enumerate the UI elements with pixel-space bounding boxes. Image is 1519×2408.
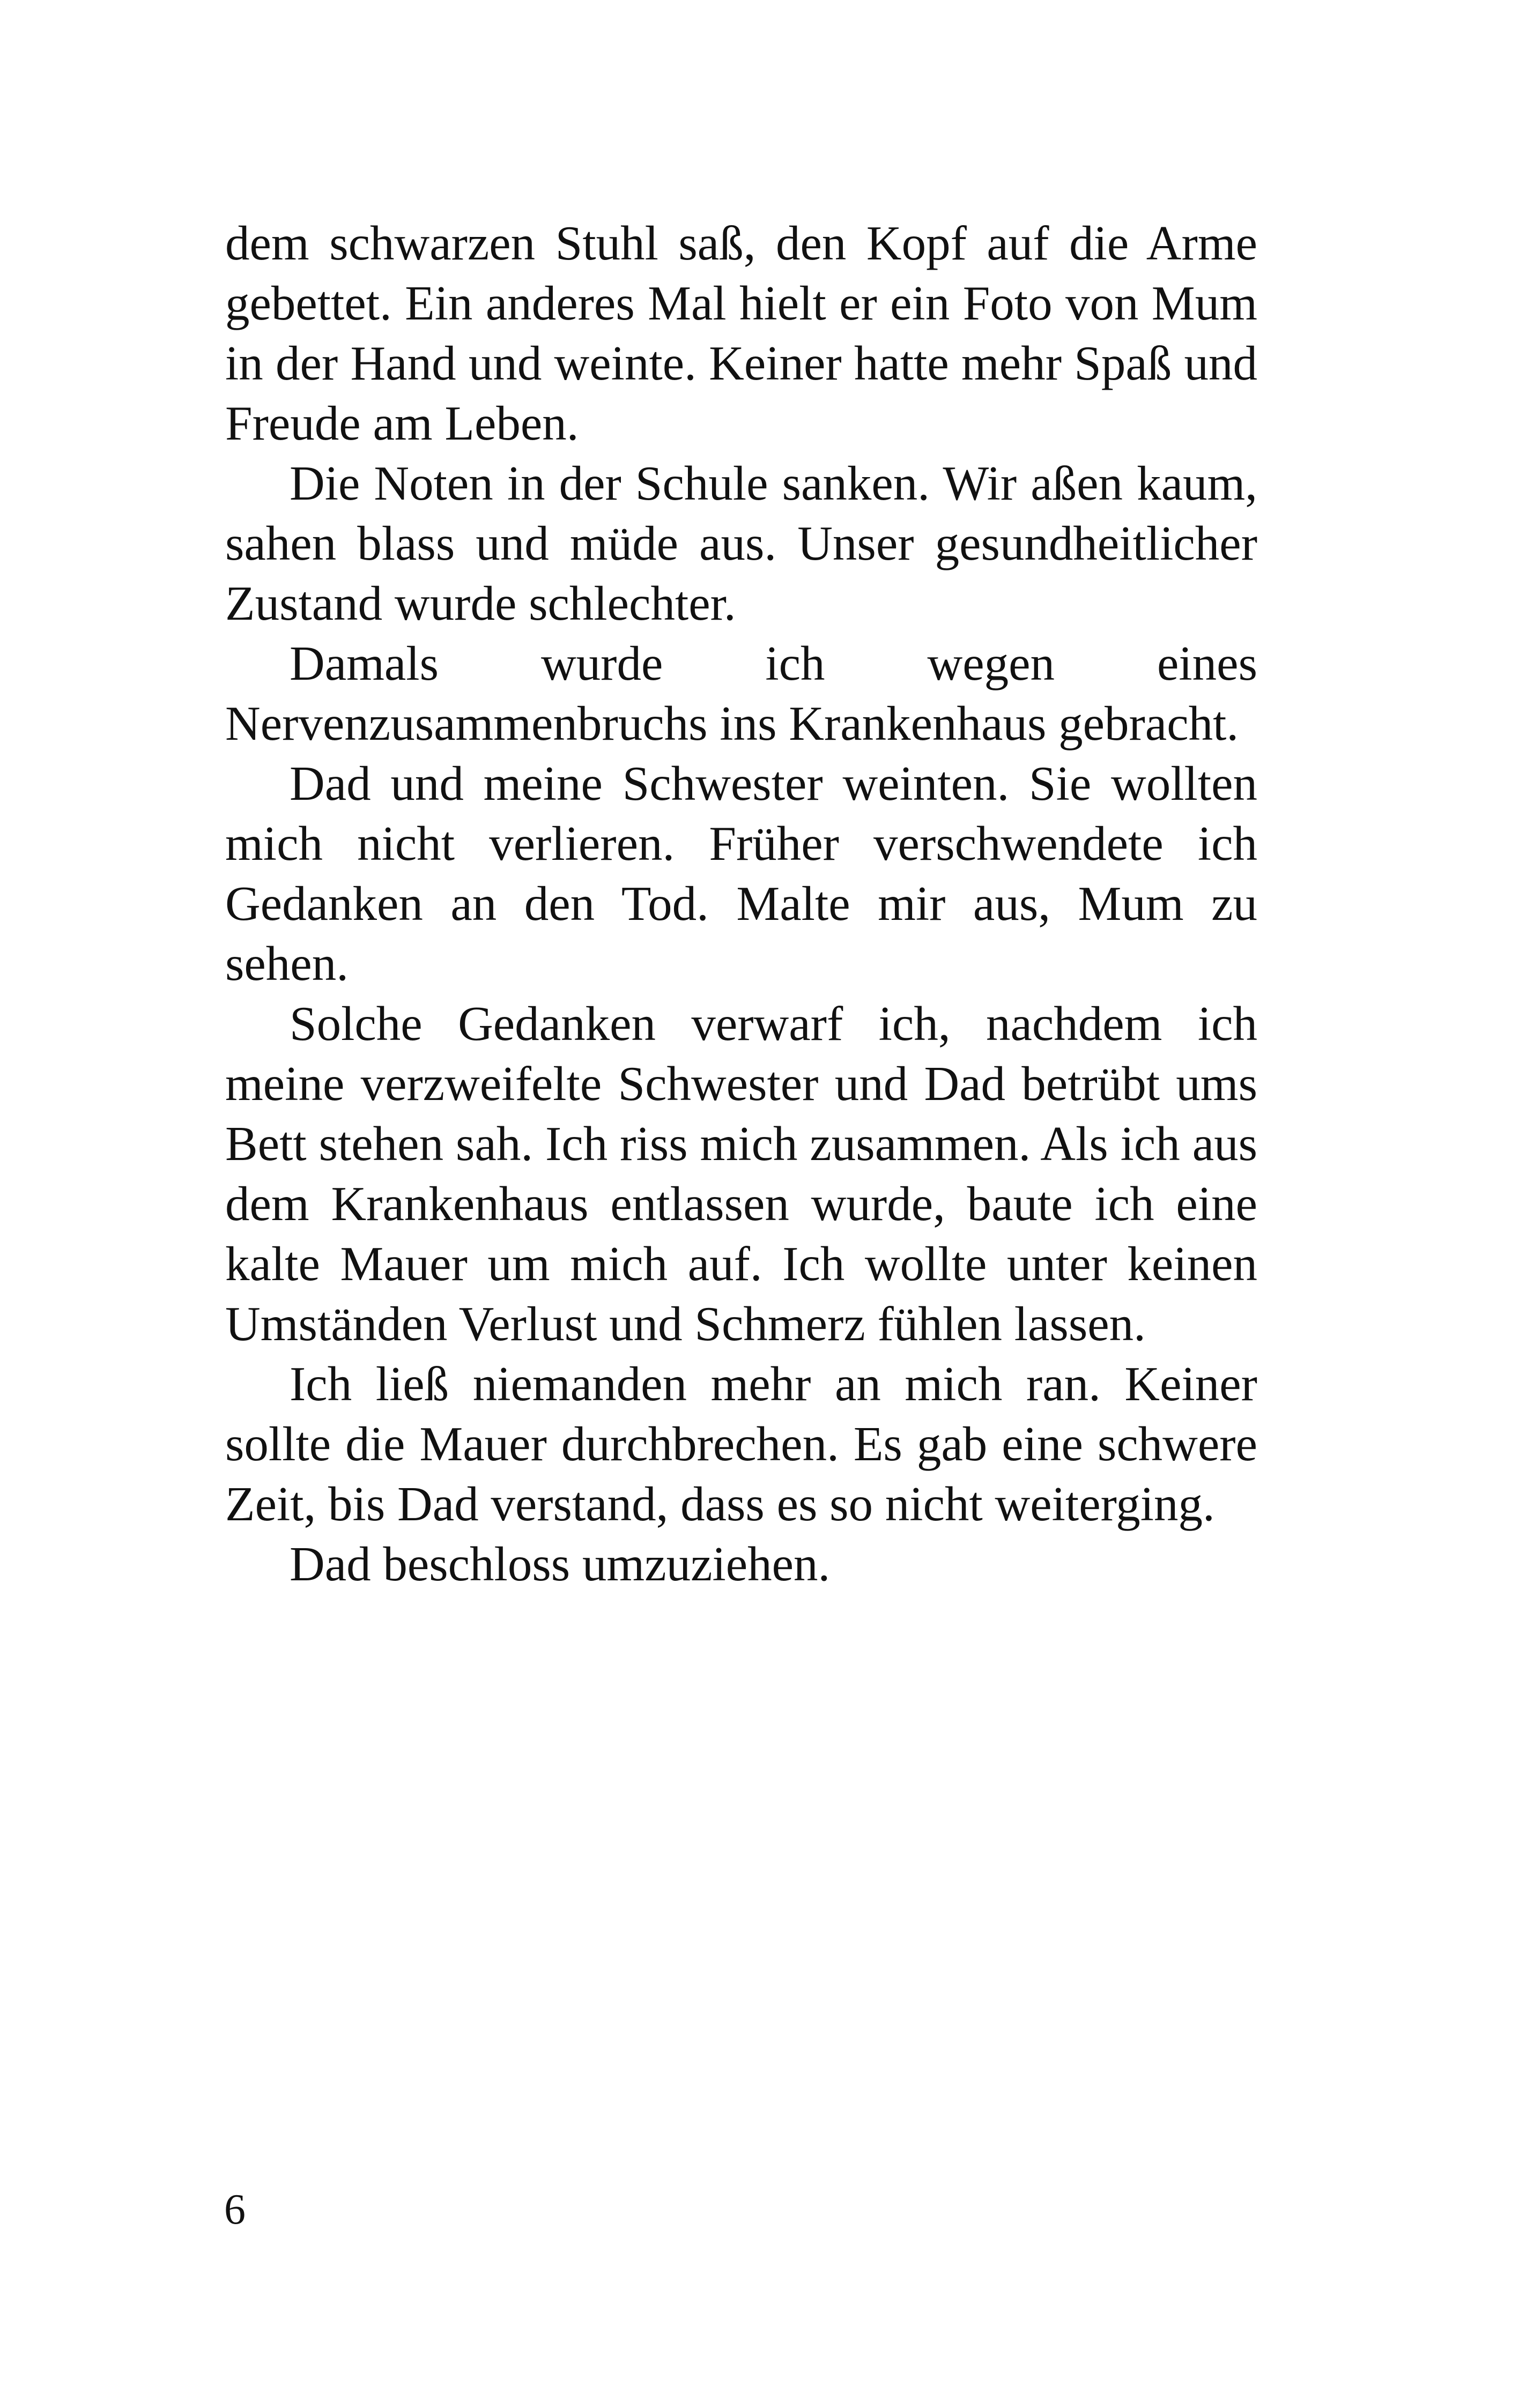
paragraph-7: Dad beschloss umzuziehen. — [290, 1537, 831, 1591]
page-number: 6 — [224, 2186, 246, 2233]
body-text — [225, 213, 1257, 1594]
paragraph-3: Damals wurde ich wegen eines Nervenzusammenbruchs ins Krankenhaus gebracht. — [225, 636, 1257, 750]
paragraph-5: Solche Gedanken verwarf ich, nachdem ich meine verzweifelte Schwester und Dad betrübt ums Bett stehen sah. Ich riss mich zusammen. Als ich aus dem Krankenhaus entlassen wurde, baute ich eine kalte Mauer um mich auf. Ich wollte unter keinen Umständen Verlust und Schmerz fühlen lassen. — [225, 997, 1257, 1351]
paragraph-2: Die Noten in der Schule sanken. Wir aßen kaum, sahen blass und müde aus. Unser gesundheitlicher Zustand wurde schlechter. — [225, 456, 1257, 630]
paragraph-6: Ich ließ niemanden mehr an mich ran. Keiner sollte die Mauer durchbrechen. Es gab eine schwere Zeit, bis Dad verstand, dass es so nicht weiterging. — [225, 1357, 1257, 1531]
paragraph-4: Dad und meine Schwester weinten. Sie wollten mich nicht verlieren. Früher verschwendete ich Gedanken an den Tod. Malte mir aus, Mum zu sehen. — [225, 756, 1257, 991]
paragraph-1: dem schwarzen Stuhl saß, den Kopf auf die Arme gebettet. Ein anderes Mal hielt er ein Foto von Mum in der Hand und weinte. Keiner hatte mehr Spaß und Freude am Leben. — [225, 216, 1257, 450]
